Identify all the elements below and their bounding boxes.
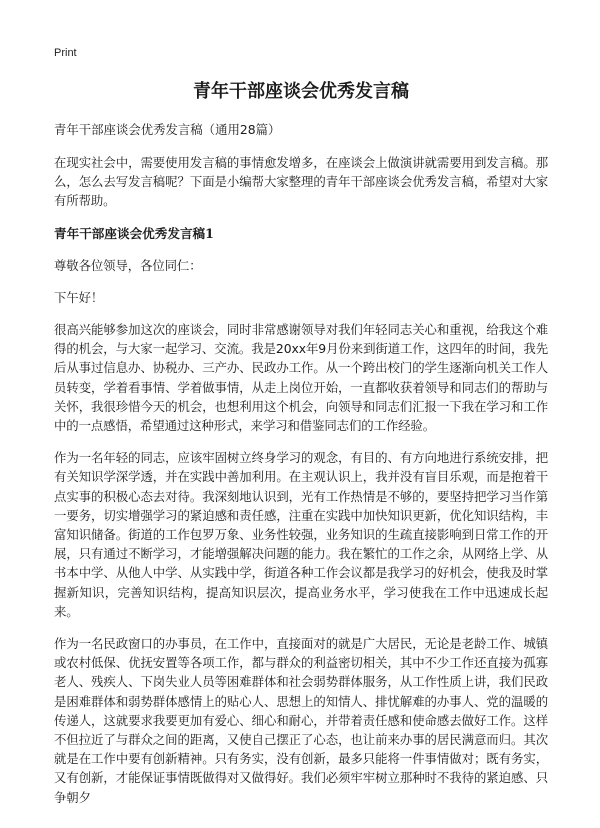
print-link[interactable]: Print bbox=[54, 47, 77, 59]
intro-paragraph: 在现实社会中，需要使用发言稿的事情愈发增多，在座谈会上做演讲就需要用到发言稿。那么，怎么去写发言稿呢？下面是小编帮大家整理的青年干部座谈会优秀发言稿，希望对大家有所帮助。 bbox=[54, 155, 548, 209]
body-paragraph-3: 作为一名民政窗口的办事员，在工作中，直接面对的就是广大居民，无论是老龄工作、城镇或农村低保、优抚安置等各项工作，都与群众的利益密切相关，其中不少工作还直接为孤寡老人、残疾人、下岗失业人员等困难群体和社会弱势群体服务，从工作性质上讲，我们民政是困难群体和弱势群体感情上的贴心人、思想上的知情人、排忧解难的办事人、党的温暖的传递人，这就要求我要更加有爱心、细心和耐心，并带着责任感和使命感去做好工作。这样不但拉近了与群众之间的距离，又使自己摆正了心态，也让前来办事的居民满意而归。其次就是在工作中要有创新精神。只有务实，没有创新，最多只能将一件事情做对；既有务实，又有创新，才能保证事情既做得对又做得好。我们必须牢牢树立那种时不我待的紧迫感、只争朝夕 bbox=[54, 636, 548, 805]
body-paragraph-2: 作为一名年轻的同志，应该牢固树立终身学习的观念，有目的、有方向地进行系统安排，把有关知识学深学透，并在实践中善加利用。在主观认识上，我并没有盲目乐观，而是抱着干点实事的积极心态去对待。我深刻地认识到，光有工作热情是不够的，要坚持把学习当作第一要务，切实增强学习的紧迫感和责任感，注重在实践中加快知识更新，优化知识结构，丰富知识储备。街道的工作包罗万象、业务性较强，业务知识的生疏直接影响到日常工作的开展，只有通过不断学习，才能增强解决问题的能力。我在繁忙的工作之余，从网络上学、从书本中学、从他人中学、从实践中学，街道各种工作会议都是我学习的好机会，使我及时掌握新知识，完善知识结构，提高知识层次，提高业务水平，学习使我在工作中迅速成长起来。 bbox=[54, 450, 548, 619]
page-title: 青年干部座谈会优秀发言稿 bbox=[193, 81, 409, 102]
document-body bbox=[54, 80, 548, 820]
document-subtitle: 青年干部座谈会优秀发言稿（通用28篇） bbox=[54, 122, 281, 137]
greeting: 下午好！ bbox=[54, 289, 104, 305]
salutation: 尊敬各位领导，各位同仁： bbox=[54, 257, 202, 273]
body-paragraph-1: 很高兴能够参加这次的座谈会，同时非常感谢领导对我们年轻同志关心和重视，给我这个难得的机会，与大家一起学习、交流。我是20xx年9月份来到街道工作，这四年的时间，我先后从事过信息办、协税办、三产办、民政办工作。从一个跨出校门的学生逐渐向机关工作人员转变，学着看事情、学着做事情，从走上岗位开始，一直都收获着领导和同志们的帮助与关怀，我很珍惜今天的机会，也想利用这个机会，向领导和同志们汇报一下我在学习和工作中的一点感悟，希望通过这种形式，来学习和借鉴同志们的工作经验。 bbox=[54, 322, 548, 434]
section-heading: 青年干部座谈会优秀发言稿1 bbox=[54, 225, 214, 241]
